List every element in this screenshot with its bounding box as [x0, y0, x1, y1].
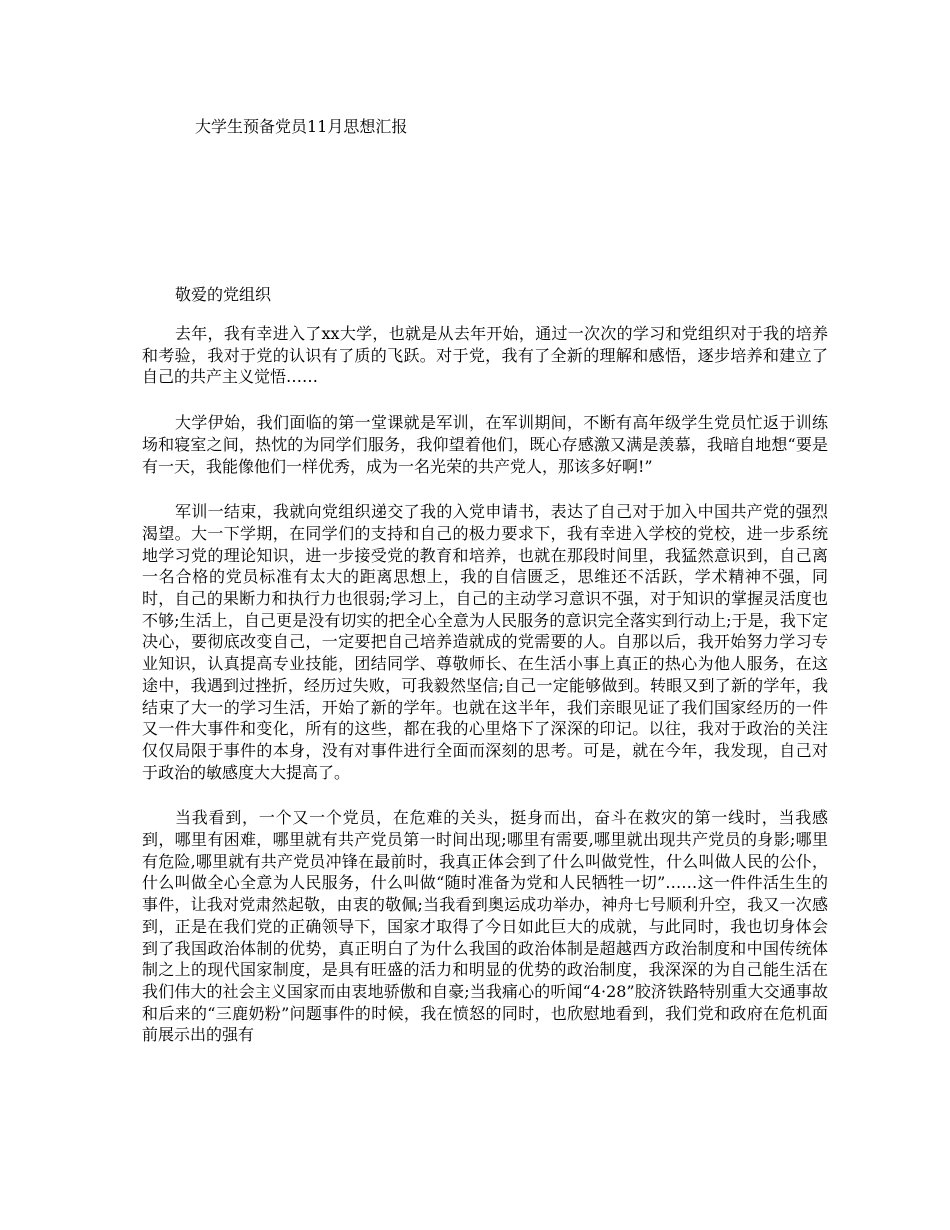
- paragraph: 大学伊始，我们面临的第一堂课就是军训，在军训期间，不断有高年级学生党员忙返于训练场和寝室之间，热忱的为同学们服务，我仰望着他们，既心存感激又满是羡慕，我暗自地想“要是有一天，我能像他们一样优秀，成为一名光荣的共产党人，那该多好啊!”: [142, 413, 828, 476]
- paragraph: 当我看到，一个又一个党员，在危难的关头，挺身而出，奋斗在救灾的第一线时，当我感到，哪里有困难，哪里就有共产党员第一时间出现;哪里有需要,哪里就出现共产党员的身影;哪里有危险,哪里就有共产党员冲锋在最前时，我真正体会到了什么叫做党性，什么叫做人民的公仆，什么叫做全心全意为人民服务，什么叫做“随时准备为党和人民牺牲一切”……这一件件活生生的事件，让我对党肃然起敬，由衷的敬佩;当我看到奥运成功举办，神舟七号顺利升空，我又一次感到，正是在我们党的正确领导下，国家才取得了今日如此巨大的成就，与此同时，我也切身体会到了我国政治体制的优势，真正明白了为什么我国的政治体制是超越西方政治制度和中国传统体制之上的现代国家制度，是具有旺盛的活力和明显的优势的政治制度，我深深的为自己能生活在我们伟大的社会主义国家而由衷地骄傲和自豪;当我痛心的听闻“4·28”胶济铁路特别重大交通事故和后来的“三鹿奶粉”问题事件的时候，我在愤怒的同时，也欣慰地看到，我们党和政府在危机面前展示出的强有: [142, 808, 828, 1045]
- document-body: [142, 323, 828, 1070]
- salutation: 敬爱的党组织: [175, 285, 272, 304]
- document-title: 大学生预备党员11月思想汇报: [195, 117, 408, 136]
- paragraph: 军训一结束，我就向党组织递交了我的入党申请书，表达了自己对于加入中国共产党的强烈渴望。大一下学期，在同学们的支持和自己的极力要求下，我有幸进入学校的党校，进一步系统地学习党的理论知识，进一步接受党的教育和培养，也就在那段时间里，我猛然意识到，自己离一名合格的党员标准有太大的距离思想上，我的自信匮乏，思维还不活跃，学术精神不强，同时，自己的果断力和执行力也很弱;学习上，自己的主动学习意识不强，对于知识的掌握灵活度也不够;生活上，自己更是没有切实的把全心全意为人民服务的意识完全落实到行动上;于是，我下定决心，要彻底改变自己，一定要把自己培养造就成的党需要的人。自那以后，我开始努力学习专业知识，认真提高专业技能，团结同学、尊敬师长、在生活小事上真正的热心为他人服务，在这途中，我遇到过挫折，经历过失败，可我毅然坚信;自己一定能够做到。转眼又到了新的学年，我结束了大一的学习生活，开始了新的学年。也就在这半年，我们亲眼见证了我们国家经历的一件又一件大事件和变化，所有的这些，都在我的心里烙下了深深的印记。以往，我对于政治的关注仅仅局限于事件的本身，没有对事件进行全面而深刻的思考。可是，就在今年，我发现，自己对于政治的敏感度大大提高了。: [142, 502, 828, 782]
- paragraph: 去年，我有幸进入了xx大学，也就是从去年开始，通过一次次的学习和党组织对于我的培养和考验，我对于党的认识有了质的飞跃。对于党，我有了全新的理解和感悟，逐步培养和建立了自己的共产主义觉悟……: [142, 324, 828, 387]
